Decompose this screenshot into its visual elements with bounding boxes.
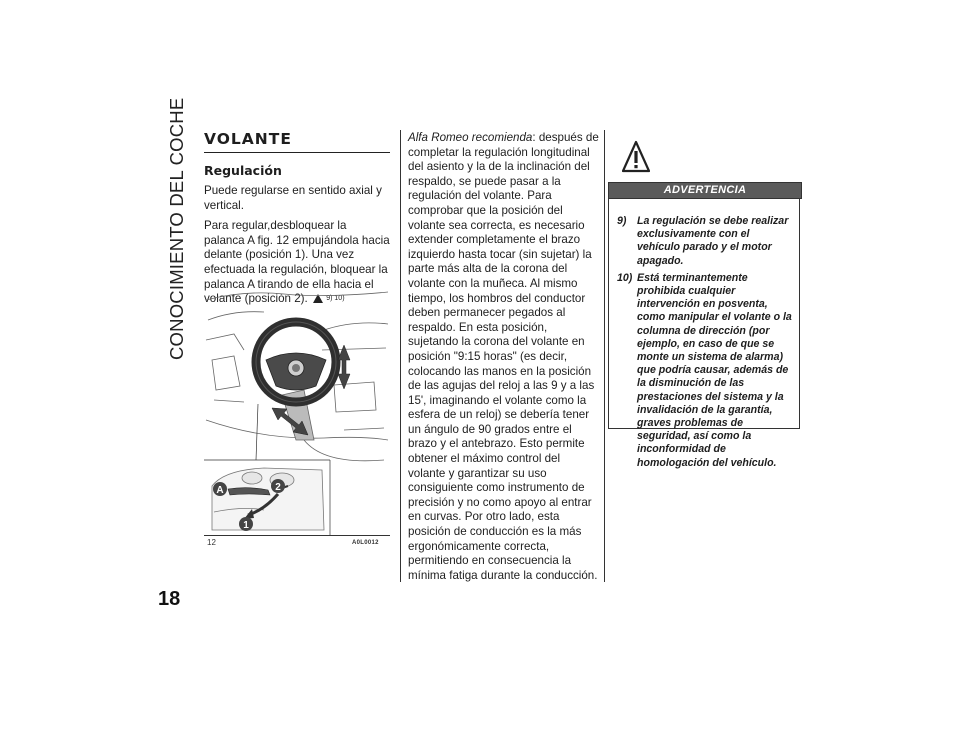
warning-item-number: 10) <box>617 271 633 284</box>
section-column-1 <box>204 130 390 307</box>
recommendation-lead: Alfa Romeo recomienda <box>408 131 533 144</box>
label-2: 2 <box>275 482 281 493</box>
warning-item-number: 9) <box>617 215 627 227</box>
recommendation-text: : después de completar la regulación longitudinal del asiento y la de la inclinación del respaldo, se puede pasar a la regulación del volante. Para comprobar que la posición del volante sea correcta, es necesario extender completamente el brazo izquierdo hasta tocar (sin sujetar) la parte más alta de la corona del volante con la muñeca. Al mismo tiempo, los hombros del conductor deben permanecer pegados al respaldo. En esta posición, sujetando la corona del volante en posición "9:15 horas" (es decir, colocando las manos en la posición de las agujas del reloj a las 9 y a las 15', imaginando el volante como la esfera de un reloj) se debería tener un ángulo de 90 grados entre el brazo y el antebrazo. Esto permite obtener el máximo control del volante y garantizar su uso consiguiente como instrumento de precisión y no como apoyo al entrar en curvas. Por otro lado, esta posición de conducción es la más ergonómicamente correcta, permitiendo en consecuencia la mínima fatiga durante la conducción. <box>408 131 599 582</box>
warning-item <box>617 215 793 268</box>
chapter-side-title-text: CONOCIMIENTO DEL COCHE <box>166 97 187 360</box>
warning-item <box>617 272 793 470</box>
warning-header: ADVERTENCIA <box>608 182 802 199</box>
warning-refs: 9) 10) <box>326 295 345 303</box>
warning-item-text: La regulación se debe realizar exclusivamente con el vehículo parado y el motor apagado. <box>637 215 789 267</box>
column-divider-1 <box>400 130 401 582</box>
paragraph-1: Puede regularse en sentido axial y vertical. <box>204 184 382 212</box>
steering-wheel-illustration <box>204 290 390 535</box>
figure-code: A0L0012 <box>352 540 379 546</box>
paragraph-2-text: Para regular,desbloquear la palanca A fig. 12 empujándola hacia delante (posición 1). Una vez efectuada la regulación, bloquear la palanca A tirando de ella hacia el volante (posición 2). <box>204 219 390 306</box>
warning-list <box>617 215 793 472</box>
figure-bottom-rule <box>204 535 390 536</box>
recommendation-paragraph <box>408 131 600 583</box>
warning-box <box>608 198 800 469</box>
figure-number: 12 <box>207 538 216 547</box>
section-column-2 <box>408 131 600 583</box>
warning-item-text: Está terminantemente prohibida cualquier intervención en posventa, como manipular el volante o la columna de dirección (por ejemplo, en caso de que se monte un sistema de alarma) que podría causar, además de la disminución de las prestaciones del sistema y la invalidación de la garantía, graves problemas de seguridad, así como la inconformidad de homologación del vehículo. <box>637 271 792 469</box>
section-subtitle: Regulación <box>204 163 282 178</box>
label-1: 1 <box>243 520 249 531</box>
label-a: A <box>216 485 224 496</box>
column-divider-2 <box>604 130 605 582</box>
warning-triangle-icon-large <box>622 140 650 174</box>
figure-steering-wheel <box>204 290 390 535</box>
section-title: VOLANTE <box>204 130 390 153</box>
chapter-side-title <box>166 97 188 360</box>
page-number: 18 <box>158 588 181 610</box>
